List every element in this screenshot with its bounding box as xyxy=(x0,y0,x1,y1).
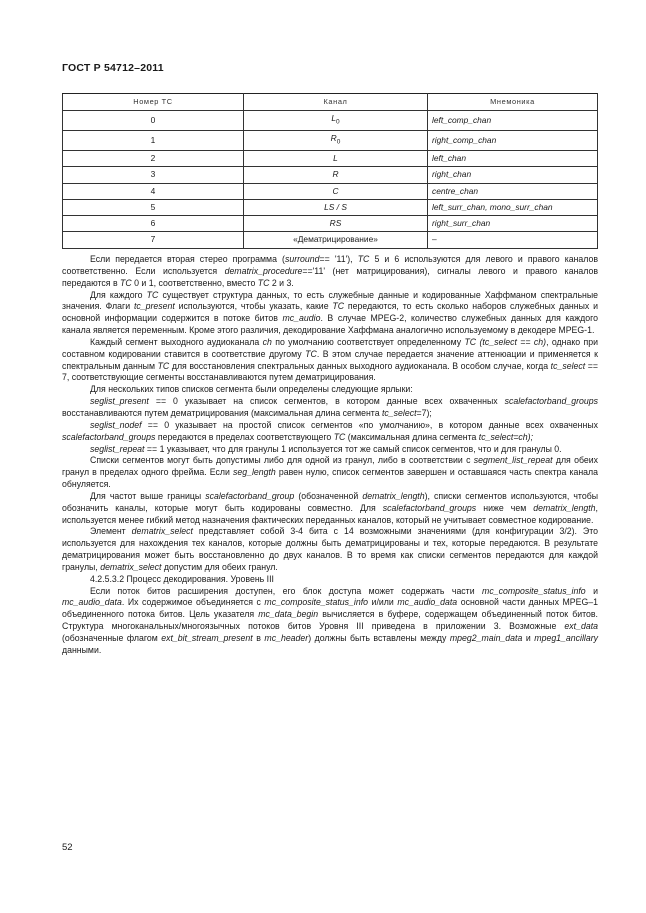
term: dematrix_length xyxy=(362,490,425,501)
section-heading xyxy=(62,574,598,586)
mnemonic-cell: right_chan xyxy=(428,167,598,183)
document-header: ГОСТ Р 54712–2011 xyxy=(62,62,164,74)
text-run: =='11' (нет матрицирования), сигналы левого и правого каналов передаются в xyxy=(62,265,598,288)
text-run: ниже чем xyxy=(476,502,534,513)
text-run: ), списки сегментов используются, чтобы обозначить каналы, которые могут быть кодированы совместно. Для xyxy=(62,490,598,513)
column-header-tc-number: Номер ТС xyxy=(63,94,244,111)
paragraph xyxy=(62,396,598,420)
text-run: восстанавливаются путем дематрицирования (максимальная длина сегмента xyxy=(62,407,382,418)
body-text xyxy=(62,254,598,657)
text-run: , используется менее гибкий метод назначения фактических переданных каналов, который не учитывает совместное кодирование. xyxy=(62,502,598,525)
channel-subscript: 0 xyxy=(336,118,340,126)
tc-number-cell: 2 xyxy=(63,150,244,166)
channel-cell xyxy=(244,130,428,150)
term: scalefactorband_groups xyxy=(62,431,156,442)
text-run: и xyxy=(585,585,598,596)
term: dematrix_select xyxy=(131,526,193,537)
term: TC xyxy=(332,301,345,312)
term: dematrix_select xyxy=(100,561,162,572)
column-header-mnemonic: Мнемоника xyxy=(428,94,598,111)
paragraph xyxy=(62,337,598,384)
tc-number-cell: 1 xyxy=(63,130,244,150)
channel-cell: R xyxy=(244,167,428,183)
tc-channel-table xyxy=(62,93,598,249)
text-run: == 1 указывает, что для гранулы 1 используется тот же самый список сегментов, что и для гранулы 0. xyxy=(144,443,562,454)
term: tc_select=ch); xyxy=(478,431,534,442)
term: TC xyxy=(305,348,317,359)
term: ch xyxy=(262,336,272,347)
term: TC xyxy=(157,360,170,371)
term: surround xyxy=(284,254,320,264)
text-run: и/или xyxy=(368,597,398,608)
term: dematrix_procedure xyxy=(224,265,303,276)
term: mc_data_begin xyxy=(258,609,319,620)
text-run: (обозначенные флагом xyxy=(62,633,162,643)
text-run: 5 и 6 используются для левого и правого каналов соответственно. Если используется xyxy=(62,254,598,276)
text-run: . Их содержимое объединяется с xyxy=(121,597,265,608)
text-run: == 0 указывает на список сегментов, в котором данные всех охваченных xyxy=(148,396,505,407)
tc-number-cell: 4 xyxy=(63,183,244,199)
text-run: (максимальная длина сегмента xyxy=(345,431,479,442)
term: seglist_nodef xyxy=(90,419,142,430)
text-run: Элемент xyxy=(90,526,132,537)
term: TC (tc_select == ch) xyxy=(464,336,547,347)
term: ext_data xyxy=(564,621,598,632)
text-run: Каждый сегмент выходного аудиоканала xyxy=(90,336,263,347)
table-header-row xyxy=(63,94,598,111)
text-run: существует структура данных, то есть служебные данные и кодированные Хаффманом спектральные значения. Флаги xyxy=(62,289,598,312)
text-run: Для каждого xyxy=(90,289,147,300)
term: TC xyxy=(120,277,132,288)
term: mpeg1_ancillary xyxy=(534,633,599,643)
term: mc_header xyxy=(264,633,309,643)
paragraph xyxy=(62,254,598,290)
text-run: и xyxy=(522,633,535,643)
mnemonic-cell: right_comp_chan xyxy=(428,130,598,150)
text-run: == 7, соответствующие сегменты восстанавливаются путем дематрицирования. xyxy=(62,360,598,383)
table-row xyxy=(63,183,598,199)
paragraph xyxy=(62,455,598,491)
term: segment_list_repeat xyxy=(473,455,553,466)
table-row xyxy=(63,199,598,215)
term: tc_present xyxy=(133,301,175,312)
text-run: . В этом случае передается значение аттенюации и применяется к спектральным данным xyxy=(62,348,598,371)
channel-letter: R xyxy=(330,132,337,143)
text-run: Если поток битов расширения доступен, его блок доступа может содержать части xyxy=(90,585,483,596)
tc-number-cell: 3 xyxy=(63,167,244,183)
text-run: =7); xyxy=(416,407,432,418)
table-row xyxy=(63,232,598,248)
text-run: вычисляется в буфере, содержащем объединенный поток битов. Структура многоканальных/многоязычных потоков битов Уровня III приведена в приложении 3. Возможные xyxy=(62,609,598,632)
text-run: представляет собой 3-4 бита с 14 возможными значениями (для конфигурации 3/2). Это используется для нахождения тех каналов, которые должны быть дематрицированы и тех, которые передаются. В результате дематрицирования может быть восстановленно до двух каналов. В то время как списки сегментов передаются для каждой гранулы, xyxy=(62,526,598,572)
text-run: основной части данных MPEG–1 объединенного потока битов. Цель указателя xyxy=(62,597,598,620)
paragraph xyxy=(62,444,598,456)
text-run: равен нулю, список сегментов завершен и оставшаяся часть спектра канала обнуляется. xyxy=(62,467,598,490)
tc-number-cell: 0 xyxy=(63,111,244,131)
term: scalefactorband_group xyxy=(205,490,295,501)
mnemonic-cell: left_chan xyxy=(428,150,598,166)
text-run: == '11'), xyxy=(319,254,358,264)
text-run: передаются, то есть сколько наборов служебных данных и основной информации содержится в потоке битов xyxy=(62,301,598,324)
text-run: . В случае MPEG-2, количество служебных данных для каждого канала является переменным. Кроме этого различия, декодирование Хаффмана аналогично используемому в декодере MPEG-1. xyxy=(62,313,598,336)
term: TC xyxy=(257,277,270,288)
term: ext_bit_stream_present xyxy=(161,633,253,643)
mnemonic-cell: right_surr_chan xyxy=(428,216,598,232)
paragraph xyxy=(62,420,598,444)
page-number: 52 xyxy=(62,842,73,853)
mnemonic-cell: centre_chan xyxy=(428,183,598,199)
mnemonic-cell: left_surr_chan, mono_surr_chan xyxy=(428,199,598,215)
channel-cell: C xyxy=(244,183,428,199)
text-run: Для нескольких типов списков сегмента были определены следующие ярлыки: xyxy=(90,384,413,395)
text-run: используются, чтобы указать, какие xyxy=(174,301,333,312)
text-run: 4.2.5.3.2 Процесс декодирования. Уровень III xyxy=(90,573,274,584)
channel-cell: LS / S xyxy=(244,199,428,215)
tc-number-cell: 5 xyxy=(63,199,244,215)
term: seglist_present xyxy=(90,396,149,407)
paragraph xyxy=(62,526,598,573)
column-header-channel: Канал xyxy=(244,94,428,111)
text-run: , однако при составном кодировании ставится в соответствие другому xyxy=(62,336,599,359)
table-row xyxy=(63,167,598,183)
text-run: допустим для обеих гранул. xyxy=(161,561,278,572)
text-run: 2 и 3. xyxy=(269,277,294,288)
text-run: Списки сегментов могут быть допустимы либо для одной из гранул, либо в соответствии с xyxy=(90,455,474,466)
text-run: Если передается вторая стерео программа ( xyxy=(90,254,285,264)
term: scalefactorband_groups xyxy=(382,502,477,513)
channel-cell xyxy=(244,111,428,131)
term: tc_select xyxy=(382,407,417,418)
mnemonic-cell: left_comp_chan xyxy=(428,111,598,131)
paragraph xyxy=(62,290,598,337)
term: TC xyxy=(357,254,370,264)
paragraph xyxy=(62,384,598,396)
text-run: по умолчанию соответствует определенному xyxy=(271,336,465,347)
term: scalefactorband_groups xyxy=(504,396,598,407)
channel-cell: «Дематрицирование» xyxy=(244,232,428,248)
text-run: == 0 указывает на простой список сегментов «по умолчанию», в котором данные всех охваченных xyxy=(141,419,598,430)
channel-cell: RS xyxy=(244,216,428,232)
paragraph xyxy=(62,491,598,527)
table-row xyxy=(63,150,598,166)
term: ТС xyxy=(333,431,346,442)
channel-letter: L xyxy=(331,113,337,123)
tc-number-cell: 7 xyxy=(63,232,244,248)
text-run: в xyxy=(252,633,265,643)
term: ТС xyxy=(146,289,159,300)
text-run: для обеих гранул в пределах одного фрейма. Если xyxy=(62,455,598,478)
term: mc_audio xyxy=(282,313,321,324)
text-run: (обозначенной xyxy=(294,490,363,501)
table-row xyxy=(63,130,598,150)
text-run: данными. xyxy=(62,644,102,655)
term: dematrix_length xyxy=(533,502,596,513)
mnemonic-cell: – xyxy=(428,232,598,248)
term: mpeg2_main_data xyxy=(449,633,523,643)
term: mc_composite_status_info xyxy=(264,597,369,608)
term: seg_length xyxy=(232,467,276,478)
text-run: Для частот выше границы xyxy=(90,490,206,501)
term: tc_select xyxy=(550,360,586,371)
channel-subscript: 0 xyxy=(336,138,341,146)
text-run: 0 и 1, соответственно, вместо xyxy=(131,277,258,288)
tc-number-cell: 6 xyxy=(63,216,244,232)
term: mc_audio_data xyxy=(397,597,458,608)
term: mc_composite_status_info xyxy=(482,585,586,596)
table-row xyxy=(63,216,598,232)
text-run: передаются в пределах соответствующего xyxy=(155,431,334,442)
paragraph xyxy=(62,586,598,657)
term: mc_audio_data xyxy=(62,597,122,608)
table-row xyxy=(63,111,598,131)
channel-cell: L xyxy=(244,150,428,166)
text-run: для восстановления спектральных данных выходного аудиоканала. В особом случае, когда xyxy=(169,360,551,371)
text-run: ) должны быть вставлены между xyxy=(308,633,450,643)
term: seglist_repeat xyxy=(90,443,145,454)
